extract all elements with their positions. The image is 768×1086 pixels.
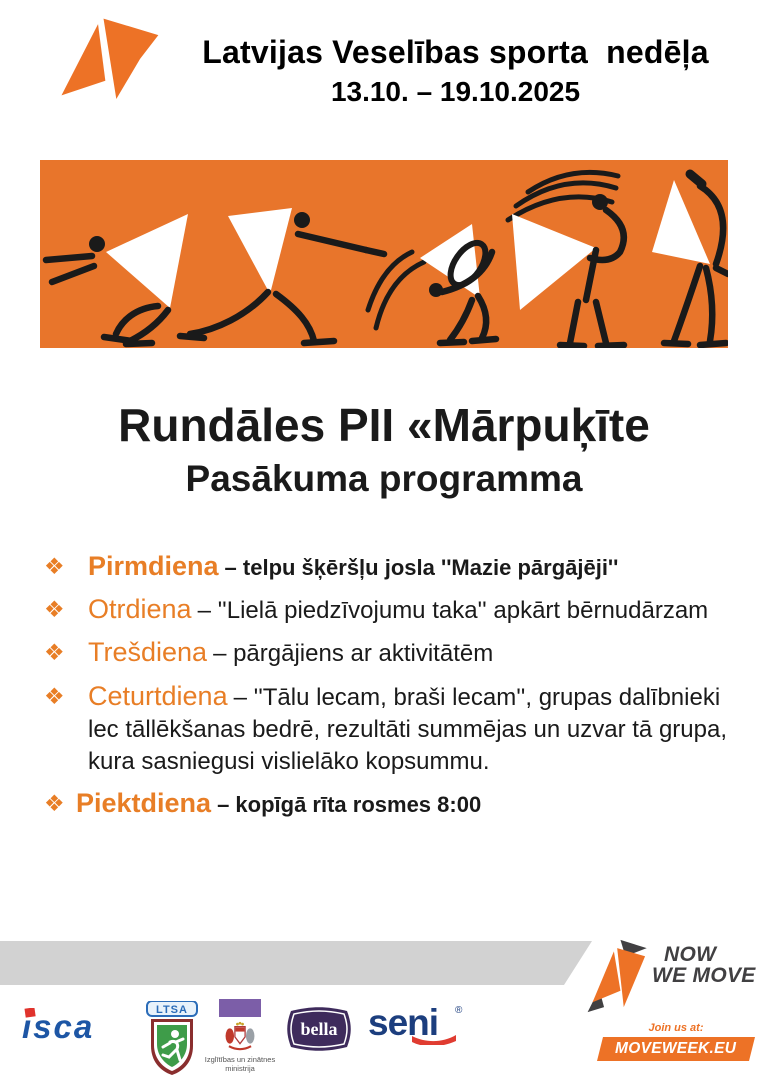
ltsa-logo [146,1001,198,1077]
we-move-text: WE MOVE [652,964,756,987]
now-we-move-logo [586,934,766,1061]
day-name: Otrdiena [88,594,192,625]
join-us-text: Join us at: [648,1022,704,1034]
event-title: Latvijas Veselības sporta nedēļa [202,34,709,70]
program-item-friday [44,785,736,821]
diamond-bullet-icon: ❖ [44,790,65,816]
banner-illustration [40,160,728,348]
now-text: NOW [664,943,717,966]
program-list [44,548,736,828]
moveweek-url-banner [597,1037,755,1061]
program-item-monday [44,548,736,584]
ministry-logo [202,999,278,1073]
header-text [148,34,763,108]
day-name: Ceturtdiena [88,680,228,711]
diamond-bullet-icon: ❖ [44,596,65,623]
day-activity: – ''Tālu lecam, braši lecam'', grupas dalībnieki lec tāllēkšanas bedrē, rezultāti summējas un uzvar tā grupa, kura sasniegusi vislielāko kopsummu. [88,683,727,775]
day-activity: – telpu šķēršļu josla ''Mazie pārgājēji'' [224,555,619,580]
svg-text:seni: seni [368,1003,439,1043]
seni-logo [368,1003,464,1045]
bella-logo [283,1004,355,1054]
isca-logo [22,1008,134,1042]
svg-text:ısca: ısca [22,1008,95,1042]
exercise-figures-illustration [40,160,728,348]
moveweek-url: MOVEWEEK.EU [615,1040,737,1057]
event-dates: 13.10. – 19.10.2025 [330,76,581,107]
program-item-thursday [44,678,736,778]
day-activity: – ''Lielā piedzīvojumu taka'' apkārt bērnudārzam [197,597,709,625]
diamond-bullet-icon: ❖ [44,553,65,579]
day-activity: – kopīgā rīta rosmes 8:00 [217,792,482,817]
svg-text:LTSA: LTSA [156,1004,188,1016]
day-name: Pirmdiena [88,551,219,581]
page-subtitle: Pasākuma programma [185,458,583,499]
day-name: Piektdiena [76,788,212,818]
ministry-name: Izglītības un zinātnes ministrija [204,1055,276,1073]
move-week-arrow-icon [586,934,650,1018]
ministry-flag-icon [219,999,261,1017]
day-activity: – pārgājiens ar aktivitātēm [213,640,494,668]
program-item-wednesday [44,634,736,670]
footer-gray-bar [0,941,592,985]
coat-of-arms-icon [223,1019,257,1053]
svg-text:®: ® [455,1005,463,1016]
svg-text:bella: bella [300,1019,338,1039]
program-item-tuesday [44,591,736,627]
event-arrow-logo-icon [56,10,162,104]
page-title: Rundāles PII «Mārpuķīte [118,399,650,451]
title-block [0,398,768,500]
diamond-bullet-icon: ❖ [44,639,65,666]
day-name: Trešdiena [88,637,208,668]
now-we-move-wordmark [652,944,756,986]
diamond-bullet-icon: ❖ [44,682,65,709]
